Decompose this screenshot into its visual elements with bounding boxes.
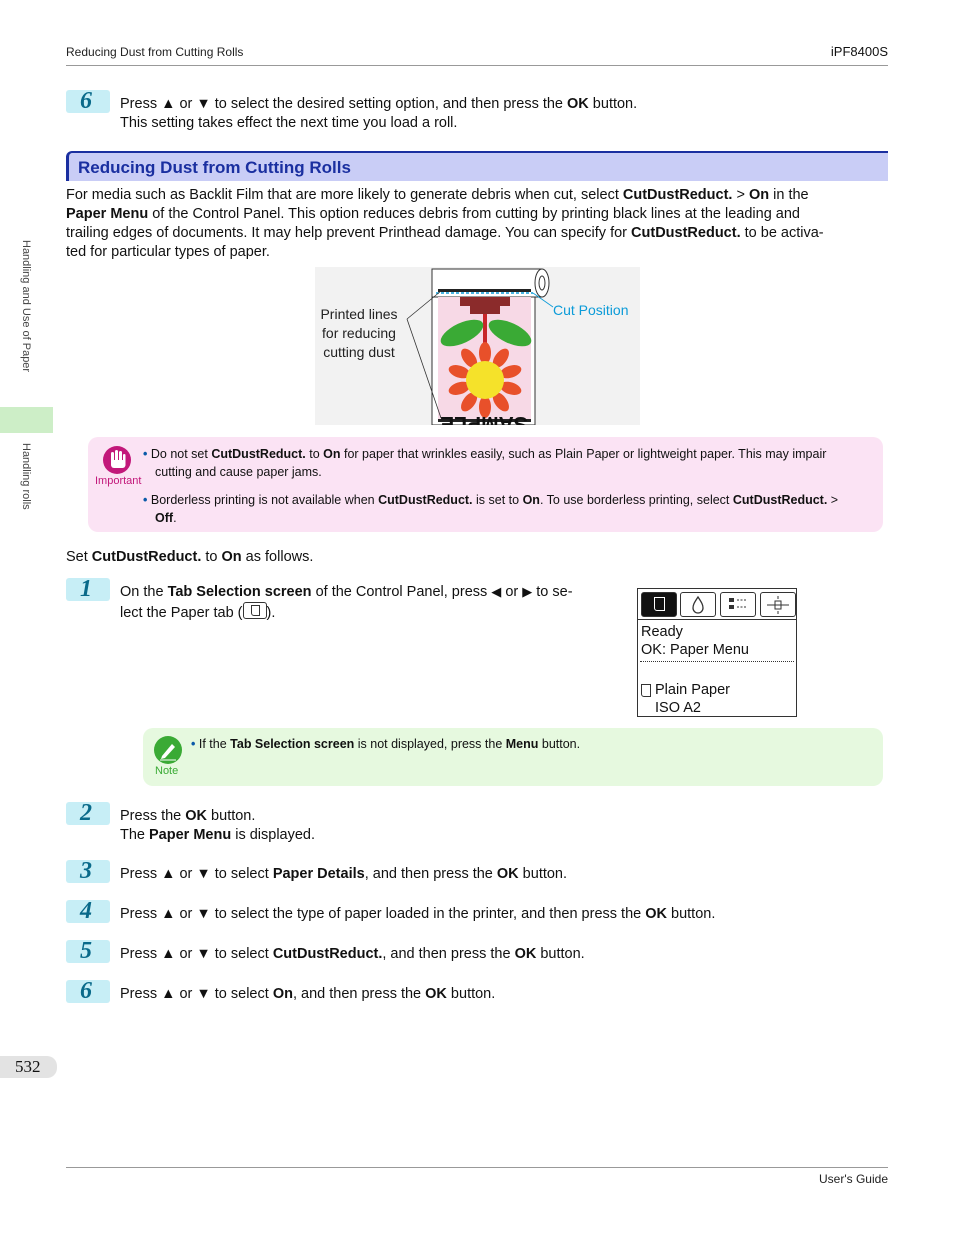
- right-arrow-icon: ▶: [522, 584, 533, 599]
- lcd-paper-info: Plain Paper ISO A2: [655, 682, 730, 716]
- menu-list-icon: [721, 593, 755, 616]
- important-callout: [88, 437, 883, 532]
- important-bullet-1: • Do not set CutDustReduct. to On for paper that wrinkles easily, such as Plain Paper or lightweight paper. This may impair cutting and cause paper jams.: [143, 447, 827, 479]
- step-4-number: 4: [66, 900, 110, 923]
- lcd-maintenance-tab[interactable]: [760, 592, 796, 617]
- step-number: 6: [66, 90, 110, 113]
- section-title: Reducing Dust from Cutting Rolls: [78, 158, 351, 177]
- page-number: 532: [15, 1057, 41, 1076]
- sidebar-tab-handling-paper[interactable]: Handling and Use of Paper: [20, 240, 32, 373]
- step-text: Press ▲ or ▼ to select the desired setting option, and then press the OK button. This setting takes effect the next time you load a roll.: [120, 96, 638, 131]
- sample-watermark: SAMPLE: [440, 412, 528, 425]
- figure-cut-dust: [315, 267, 640, 425]
- lcd-divider: [640, 661, 794, 662]
- lcd-tab-bar: [638, 589, 796, 620]
- cutter-icon: [761, 593, 795, 616]
- important-bullet-2: • Borderless printing is not available when CutDustReduct. is set to On. To use borderless printing, select CutDustReduct. > Off.: [143, 493, 839, 525]
- step-5-number: 5: [66, 940, 110, 963]
- important-label: Important: [95, 475, 142, 487]
- header-model: iPF8400S: [830, 44, 888, 59]
- important-hand-icon: [103, 446, 131, 474]
- step-2-text: Press the OK button. The Paper Menu is displayed.: [120, 808, 316, 843]
- step-3-text: Press ▲ or ▼ to select Paper Details, and then press the OK button.: [120, 866, 568, 882]
- sidebar-active-marker: [0, 407, 53, 433]
- note-pencil-icon: [154, 736, 182, 764]
- step-6-text: Press ▲ or ▼ to select On, and then press the OK button.: [120, 986, 496, 1002]
- lcd-ink-tab[interactable]: [680, 592, 716, 617]
- ink-drop-icon: [681, 593, 715, 616]
- paper-tab-icon: [243, 602, 267, 619]
- step-2-number: 2: [66, 802, 110, 825]
- step-6-number: 6: [66, 980, 110, 1003]
- step-4-text: Press ▲ or ▼ to select the type of paper loaded in the printer, and then press the OK button.: [120, 906, 716, 922]
- note-bullet: • If the Tab Selection screen is not displayed, press the Menu button.: [191, 737, 581, 751]
- paper-icon: [654, 597, 665, 611]
- header-rule: [66, 65, 888, 66]
- page-number-tab: [0, 1056, 57, 1078]
- section-heading-bar: [66, 151, 888, 181]
- left-arrow-icon: ◀: [491, 584, 502, 599]
- figure-cut-position-label: Cut Position: [553, 302, 629, 318]
- step-1-text: On the Tab Selection screen of the Control Panel, press ◀ or ▶ to se- lect the Paper tab ( ).: [120, 584, 573, 621]
- lcd-status: Ready OK: Paper Menu: [641, 624, 749, 658]
- sidebar-tab-handling-rolls[interactable]: Handling rolls: [20, 443, 32, 510]
- note-label: Note: [155, 765, 179, 777]
- lcd-panel: [637, 588, 797, 717]
- step-5-text: Press ▲ or ▼ to select CutDustReduct., and then press the OK button.: [120, 946, 585, 962]
- lcd-paper-icon: [641, 684, 651, 697]
- header-section-title: Reducing Dust from Cutting Rolls: [66, 45, 244, 59]
- step-1-number: 1: [66, 578, 110, 601]
- intro-paragraph: For media such as Backlit Film that are more likely to generate debris when cut, select CutDustReduct. > On in the Paper Menu of the Control Panel. This option reduces debris from cutting by printing black lines at the leading and trailing edges of documents. It may help prevent Printhead damage. You can specify for CutDustReduct. to be activa- ted for particular types of paper.: [66, 187, 824, 260]
- set-instruction: Set CutDustReduct. to On as follows.: [66, 549, 314, 565]
- note-callout: [143, 728, 883, 786]
- figure-printed-lines-label: Printed lines for reducing cutting dust: [320, 306, 398, 360]
- lcd-settings-tab[interactable]: [720, 592, 756, 617]
- lcd-paper-tab[interactable]: [641, 592, 677, 617]
- footer-rule: [66, 1167, 888, 1168]
- footer-guide-title: User's Guide: [819, 1172, 888, 1186]
- step-3-number: 3: [66, 860, 110, 883]
